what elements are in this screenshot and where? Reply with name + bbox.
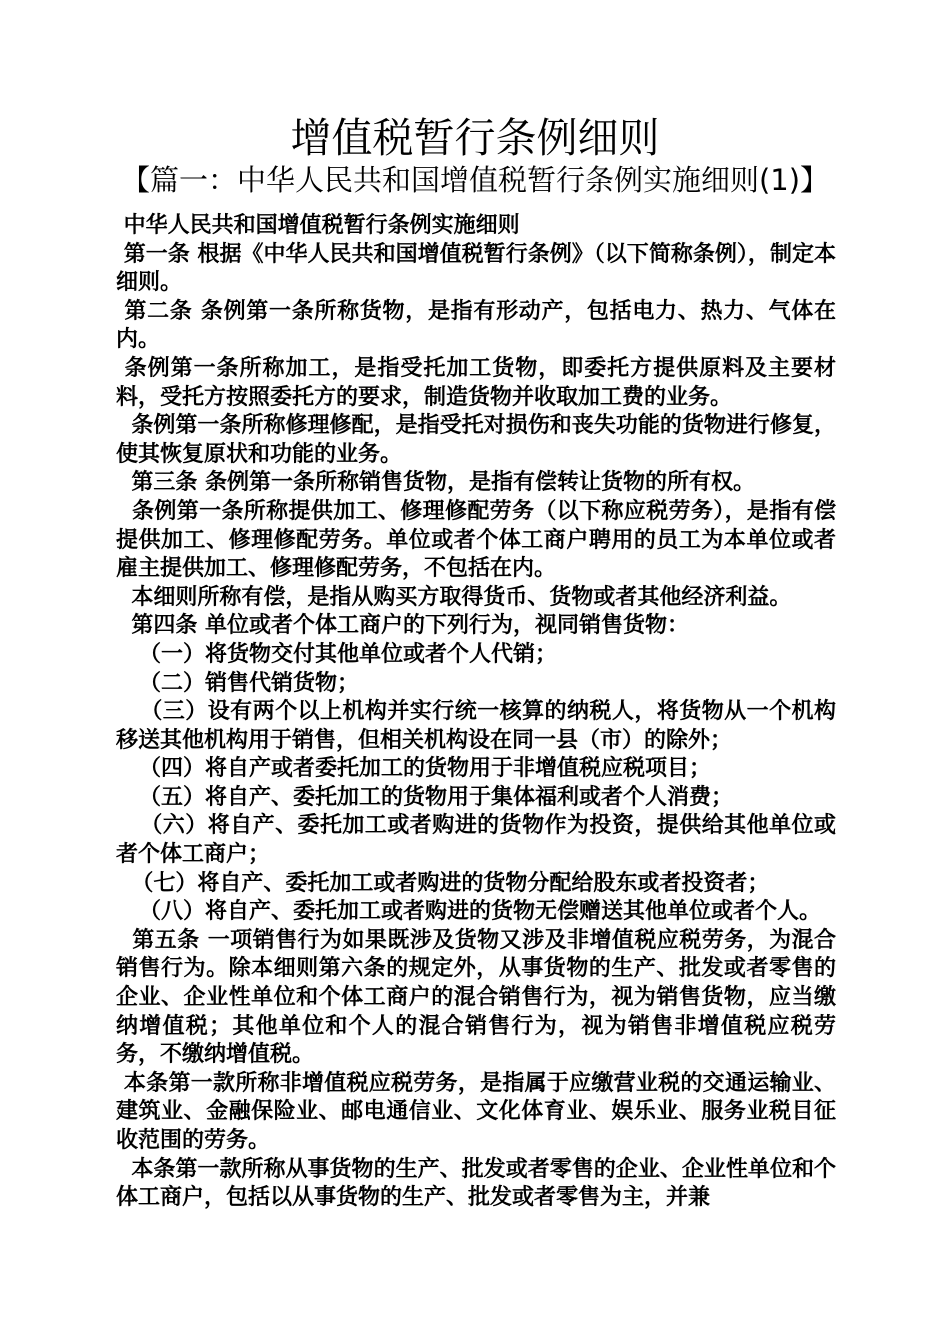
body-paragraph: 条例第一条所称加工，是指受托加工货物，即委托方提供原料及主要材料，受托方按照委托方的要求，制造货物并收取加工费的业务。 bbox=[116, 355, 836, 410]
body-paragraph: （二）销售代销货物； bbox=[116, 670, 359, 696]
body-paragraph: （一）将货物交付其他单位或者个人代销； bbox=[116, 641, 557, 667]
body-paragraph: （七）将自产、委托加工或者购进的货物分配给股东或者投资者； bbox=[116, 870, 770, 896]
body-paragraph: 第二条 条例第一条所称货物，是指有形动产，包括电力、热力、气体在内。 bbox=[116, 298, 836, 353]
body-paragraph: （五）将自产、委托加工的货物用于集体福利或者个人消费； bbox=[116, 784, 733, 810]
body-paragraph: 本条第一款所称从事货物的生产、批发或者零售的企业、企业性单位和个体工商户，包括以从事货物的生产、批发或者零售为主，并兼 bbox=[116, 1156, 836, 1211]
body-paragraph: （三）设有两个以上机构并实行统一核算的纳税人，将货物从一个机构移送其他机构用于销售，但相关机构设在同一县（市）的除外； bbox=[116, 699, 836, 753]
body-paragraph: 第一条 根据《中华人民共和国增值税暂行条例》（以下简称条例），制定本细则。 bbox=[116, 241, 836, 296]
body-paragraph: 中华人民共和国增值税暂行条例实施细则 bbox=[116, 213, 520, 238]
body-paragraph: 条例第一条所称修理修配，是指受托对损伤和丧失功能的货物进行修复，使其恢复原状和功能的业务。 bbox=[116, 413, 836, 467]
body-paragraph: 第三条 条例第一条所称销售货物，是指有偿转让货物的所有权。 bbox=[116, 470, 755, 496]
body-paragraph: 第四条 单位或者个体工商户的下列行为，视同销售货物： bbox=[116, 613, 689, 639]
document-body bbox=[116, 212, 836, 1213]
body-paragraph: （六）将自产、委托加工或者购进的货物作为投资，提供给其他单位或者个体工商户； bbox=[116, 813, 836, 868]
document-subtitle: 【篇一：中华人民共和国增值税暂行条例实施细则(1)】 bbox=[120, 163, 830, 197]
body-paragraph: （八）将自产、委托加工或者购进的货物无偿赠送其他单位或者个人。 bbox=[116, 899, 821, 925]
body-paragraph: 本条第一款所称非增值税应税劳务，是指属于应缴营业税的交通运输业、建筑业、金融保险业、邮电通信业、文化体育业、娱乐业、服务业税目征收范围的劳务。 bbox=[116, 1070, 836, 1153]
body-paragraph: （四）将自产或者委托加工的货物用于非增值税应税项目； bbox=[116, 756, 711, 782]
document-title: 增值税暂行条例细则 bbox=[290, 114, 660, 162]
body-paragraph: 本细则所称有偿，是指从购买方取得货币、货物或者其他经济利益。 bbox=[116, 584, 792, 610]
body-paragraph: 第五条 一项销售行为如果既涉及货物又涉及非增值税应税劳务，为混合销售行为。除本细则第六条的规定外，从事货物的生产、批发或者零售的企业、企业性单位和个体工商户的混合销售行为，视为销售货物，应当缴纳增值税；其他单位和个人的混合销售行为，视为销售非增值税应税劳务，不缴纳增值税。 bbox=[116, 927, 836, 1068]
body-paragraph: 条例第一条所称提供加工、修理修配劳务（以下称应税劳务），是指有偿提供加工、修理修配劳务。单位或者个体工商户聘用的员工为本单位或者雇主提供加工、修理修配劳务，不包括在内。 bbox=[116, 498, 836, 582]
